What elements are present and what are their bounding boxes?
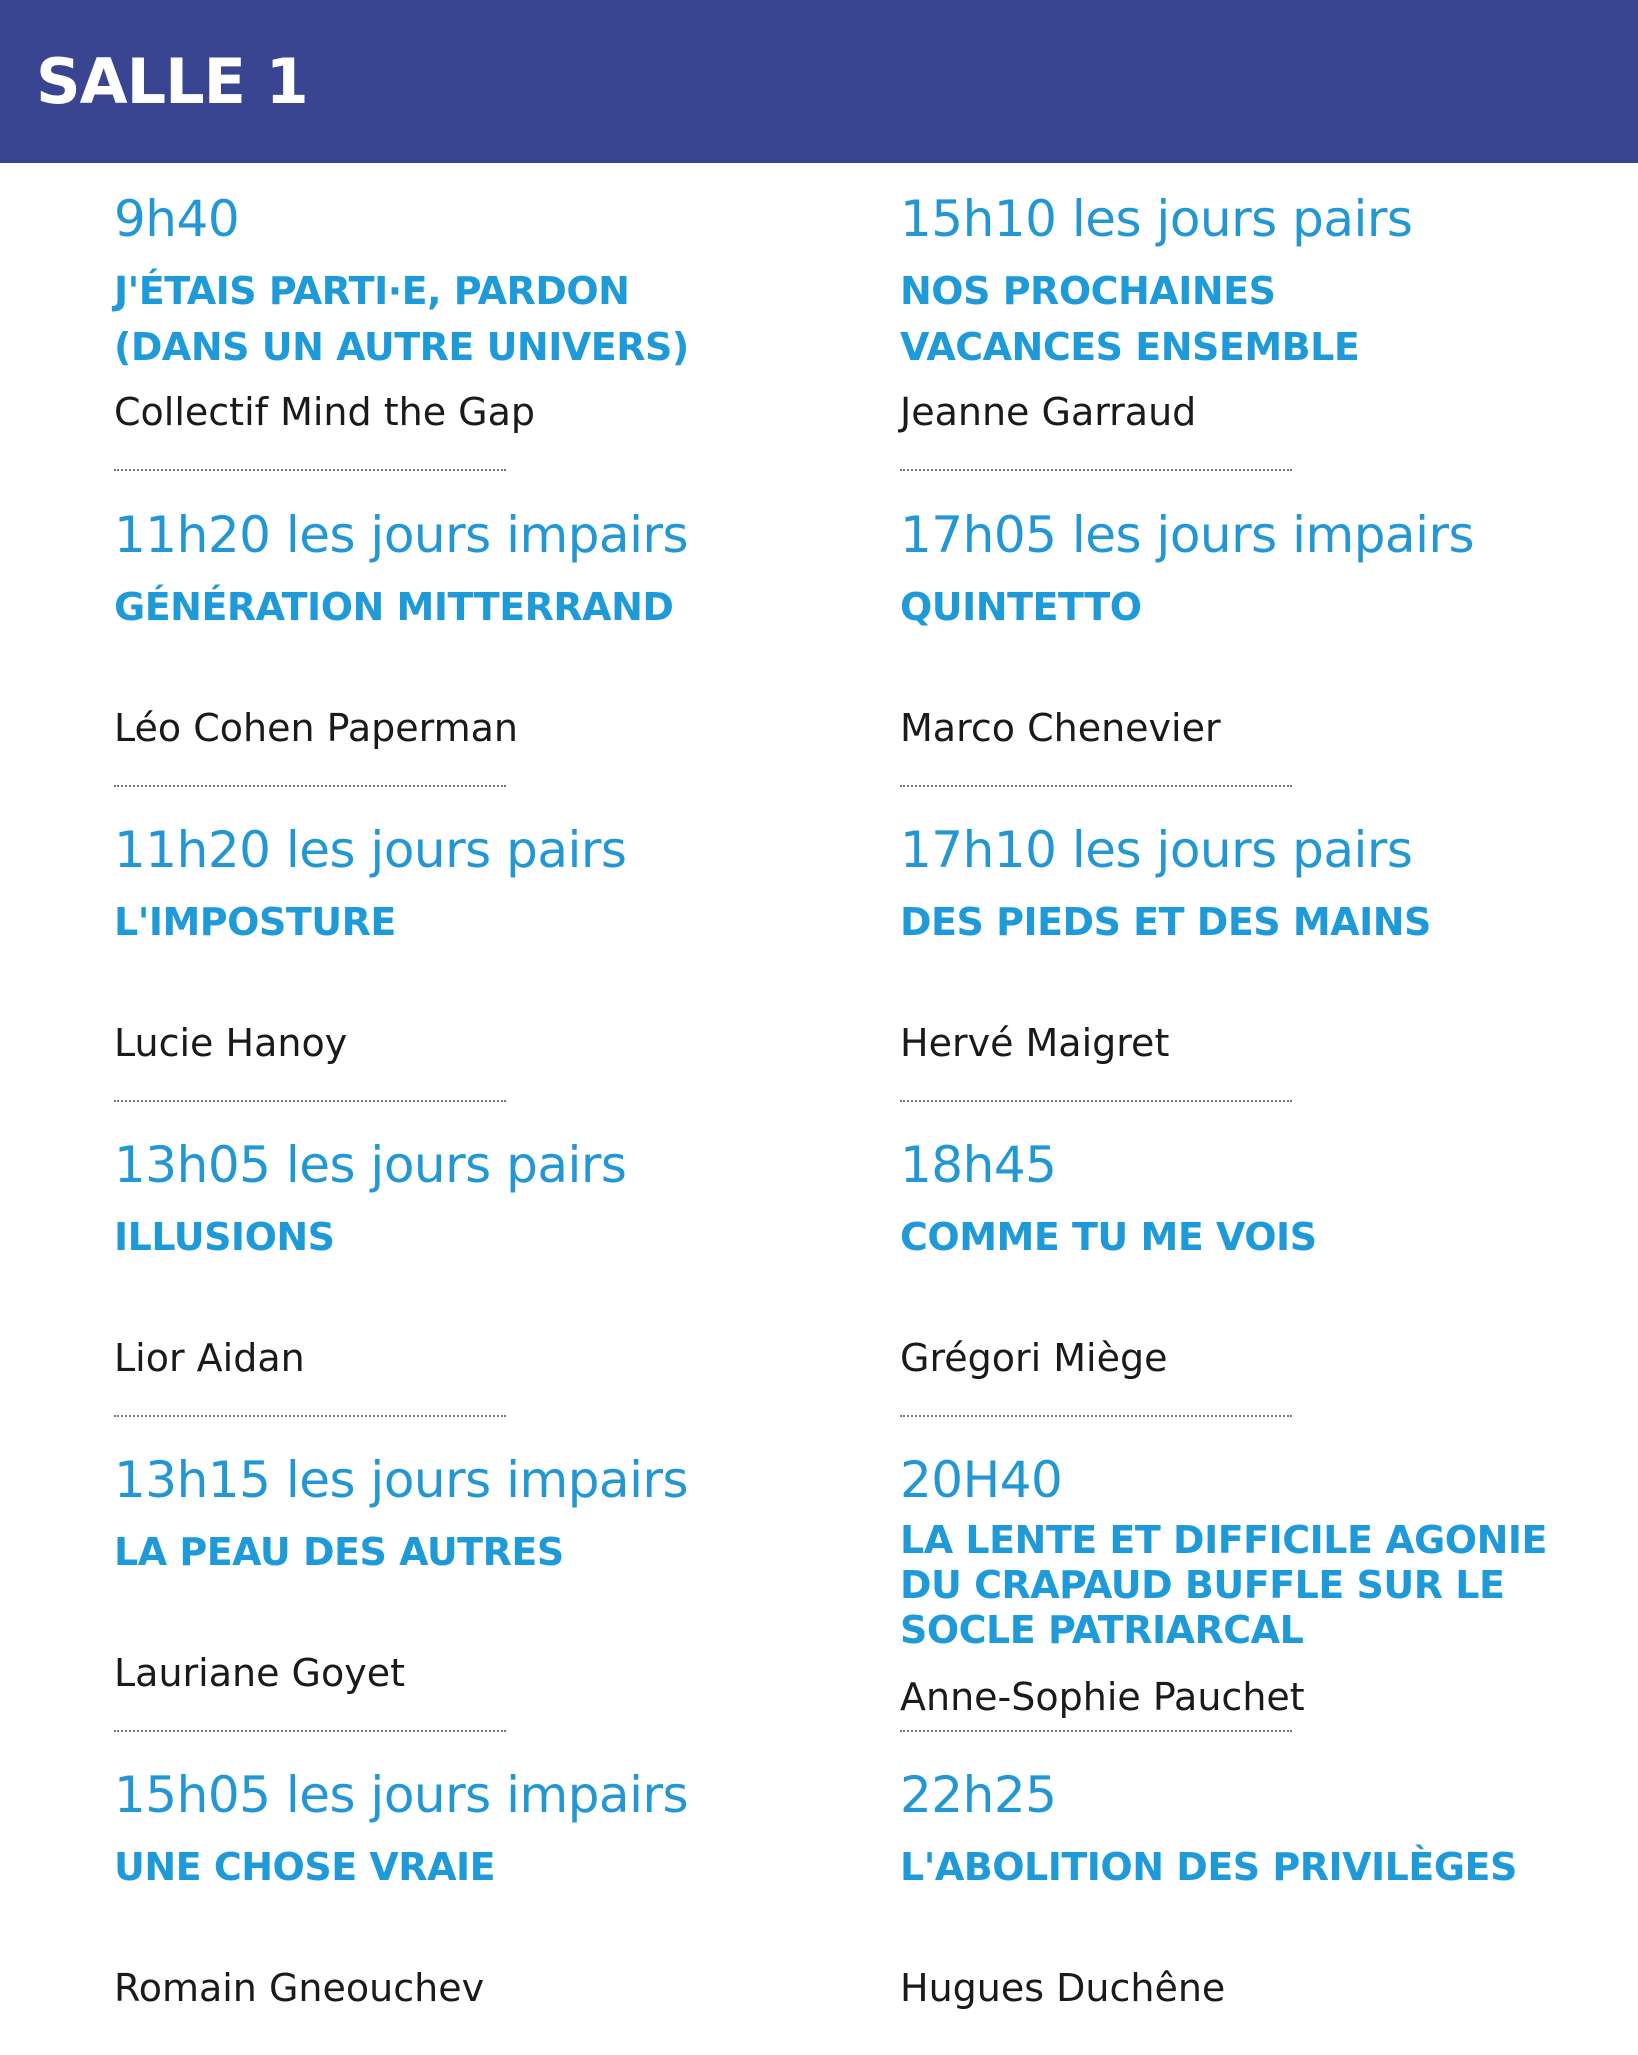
show-title: QUINTETTO [900, 585, 1142, 629]
entry-separator [900, 469, 1292, 471]
entry-separator [114, 1415, 506, 1417]
show-title: LA PEAU DES AUTRES [114, 1530, 564, 1574]
room-title: SALLE 1 [36, 45, 308, 118]
show-company: Hervé Maigret [900, 1021, 1170, 1065]
show-title: L'IMPOSTURE [114, 900, 396, 944]
show-time: 9h40 [114, 190, 240, 248]
show-company: Léo Cohen Paperman [114, 706, 518, 750]
schedule-entry [900, 1424, 1620, 1740]
show-time: 18h45 [900, 1136, 1057, 1194]
schedule-entry [900, 1739, 1620, 2055]
entry-separator [900, 785, 1292, 787]
schedule-entry [114, 794, 834, 1110]
schedule-entry [900, 479, 1620, 795]
show-time: 20H40 [900, 1451, 1063, 1509]
show-title: COMME TU ME VOIS [900, 1215, 1317, 1259]
show-time: 11h20 les jours pairs [114, 821, 627, 879]
show-company: Marco Chenevier [900, 706, 1221, 750]
show-title: L'ABOLITION DES PRIVILÈGES [900, 1845, 1517, 1889]
schedule-entry [114, 1739, 834, 2055]
show-title: DES PIEDS ET DES MAINS [900, 900, 1431, 944]
schedule-entry [900, 163, 1620, 479]
show-company: Jeanne Garraud [900, 390, 1197, 434]
show-company: Anne-Sophie Pauchet [900, 1675, 1305, 1719]
show-title: ILLUSIONS [114, 1215, 335, 1259]
show-time: 13h05 les jours pairs [114, 1136, 627, 1194]
entry-separator [900, 1730, 1292, 1732]
show-time: 22h25 [900, 1766, 1057, 1824]
show-company: Grégori Miège [900, 1336, 1168, 1380]
show-time: 11h20 les jours impairs [114, 506, 689, 564]
show-time: 17h05 les jours impairs [900, 506, 1475, 564]
schedule-entry [900, 794, 1620, 1110]
schedule-entry [114, 479, 834, 795]
show-title: GÉNÉRATION MITTERRAND [114, 585, 674, 629]
entry-separator [900, 1415, 1292, 1417]
schedule-entry [114, 163, 834, 479]
entry-separator [114, 1730, 506, 1732]
show-time: 17h10 les jours pairs [900, 821, 1413, 879]
page-header [0, 0, 1638, 163]
show-company: Lior Aidan [114, 1336, 305, 1380]
entry-separator [900, 1100, 1292, 1102]
show-company: Collectif Mind the Gap [114, 390, 536, 434]
show-company: Lucie Hanoy [114, 1021, 348, 1065]
schedule-entry [900, 1109, 1620, 1425]
entry-separator [114, 469, 506, 471]
show-time: 15h10 les jours pairs [900, 190, 1413, 248]
show-company: Lauriane Goyet [114, 1651, 406, 1695]
show-title: UNE CHOSE VRAIE [114, 1845, 496, 1889]
show-time: 13h15 les jours impairs [114, 1451, 689, 1509]
entry-separator [114, 785, 506, 787]
show-title: LA LENTE ET DIFFICILE AGONIE DU CRAPAUD BUFFLE SUR LE SOCLE PATRIARCAL [900, 1518, 1548, 1652]
show-company: Romain Gneouchev [114, 1966, 485, 2010]
entry-separator [114, 1100, 506, 1102]
show-title: NOS PROCHAINES VACANCES ENSEMBLE [900, 269, 1360, 369]
show-company: Hugues Duchêne [900, 1966, 1226, 2010]
show-title: J'ÉTAIS PARTI·E, PARDON (DANS UN AUTRE UNIVERS) [114, 269, 689, 369]
schedule-entry [114, 1109, 834, 1425]
show-time: 15h05 les jours impairs [114, 1766, 689, 1824]
schedule-entry [114, 1424, 834, 1740]
